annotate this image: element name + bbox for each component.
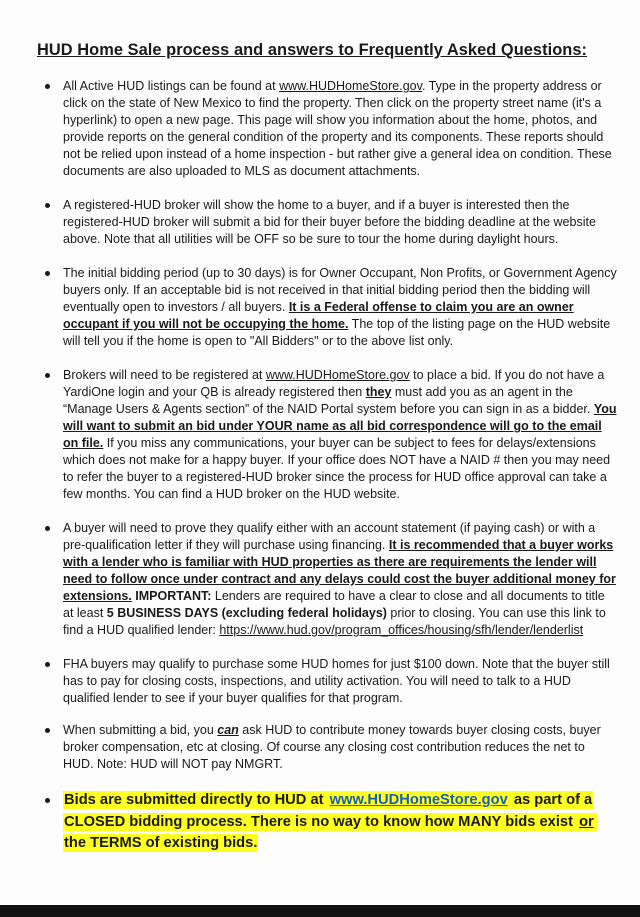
text: FHA buyers may qualify to purchase some HUD homes for just $100 down. Note that the buyer still has to pay for closing costs, inspections, and utility activation. You will need to talk to a HUD qualified lender to see if your buyer qualifies for that program. [63, 657, 610, 705]
bottom-edge-bar [0, 905, 640, 917]
emphasis-or: or [579, 813, 594, 830]
text: Brokers will need to be registered at [63, 368, 266, 382]
list-item-buyer-qualification [0, 520, 640, 639]
important-label: IMPORTANT: [135, 589, 212, 603]
text: A registered-HUD broker will show the home to a buyer, and if a buyer is interested then the registered-HUD broker will submit a bid for their buyer before the bidding deadline at the website above. Note that all utilities will be OFF so be sure to tour the home during daylight hours. [63, 198, 596, 246]
bid-name-note: You will want to submit an bid under YOUR name as all bid correspondence will go to the email on file. [63, 402, 617, 450]
highlighted-text: the TERMS of existing bids. [63, 813, 597, 853]
list-item-fha [0, 656, 640, 707]
lender-recommendation: It is recommended that a buyer works with a lender who is familiar with HUD properties as there are requirements the lender will need to follow once under contract and any delays could cost the buyer additional money for extensions. [63, 538, 616, 603]
list-item-closing-costs [0, 722, 640, 773]
text: ask HUD to contribute money towards buyer closing costs, buyer broker compensation, etc at closing. Of course any closing cost contribution reduces the net to HUD. Note: HUD will NOT pay NMGRT. [63, 723, 601, 771]
text: must add you as an agent in the “Manage Users & Agents section” of the NAID Portal system before you can sign in as a bidder. [63, 385, 594, 416]
text: All Active HUD listings can be found at [63, 79, 280, 93]
lender-list-link[interactable]: https://www.hud.gov/program_offices/housing/sfh/lender/lenderlist [219, 623, 584, 637]
list-item-closed-bidding [0, 790, 640, 855]
faq-list [0, 78, 640, 872]
hudhomestore-link[interactable]: www.HUDHomeStore.gov [279, 79, 422, 93]
list-item-listings [0, 78, 640, 180]
emphasis-can: can [217, 723, 239, 737]
text: Lenders are required to have a clear to close and all documents to title at least [63, 589, 605, 620]
text: The top of the listing page on the HUD website will tell you if the home is open to "All Bidders" or to the above list only. [63, 317, 611, 348]
text: . Type in the property address or click on the state of New Mexico to find the property. Then click on the property street name (it's a hyperlink) to open a new page. This page will show you information about the home, photos, and provide reports on the general condition of the property and its components. These reports should not be relied upon instead of a home inspection - but rather give a general idea on condition. These documents are also uploaded to MLS as document attachments. [63, 79, 612, 178]
text: A buyer will need to prove they qualify either with an account statement (if paying cash) or with a pre-qualification letter if they will purchase using financing. [63, 521, 596, 552]
page-title: HUD Home Sale process and answers to Frequently Asked Questions: [37, 41, 588, 59]
highlighted-text: Bids are submitted directly to HUD at [64, 792, 328, 808]
list-item-bidding-period [0, 265, 640, 350]
business-days-note: 5 BUSINESS DAYS (excluding federal holidays) [106, 606, 387, 620]
text: to place a bid. If you do not have a YardiOne login and your QB is already registered then [63, 368, 605, 399]
text: If you miss any communications, your buyer can be subject to fees for delays/extensions which does not make for a happy buyer. If your office does NOT have a NAID # then you may need to refer the buyer to a registered-HUD broker since the process for HUD office approval can take a few months. You can find a HUD broker on the HUD website. [63, 436, 611, 501]
text: prior to closing. You can use this link to find a HUD qualified lender: [63, 606, 606, 637]
highlighted-text: as part of a CLOSED bidding process. There is no way to know how MANY bids exist [64, 792, 593, 830]
text: When submitting a bid, you [63, 723, 218, 737]
emphasis-they: they [365, 385, 392, 399]
hudhomestore-link[interactable]: www.HUDHomeStore.gov [329, 792, 508, 808]
federal-offense-warning: It is a Federal offense to claim you are an owner occupant if you will not be occupying the home. [63, 300, 574, 331]
list-item-broker-registration [0, 367, 640, 503]
hudhomestore-link[interactable]: www.HUDHomeStore.gov [265, 368, 410, 382]
text: The initial bidding period (up to 30 days) is for Owner Occupant, Non Profits, or Government Agency buyers only. If an acceptable bid is not received in that initial bidding period then the bidding will eventually open to investors / all buyers. [63, 266, 617, 314]
list-item-showing [0, 197, 640, 248]
